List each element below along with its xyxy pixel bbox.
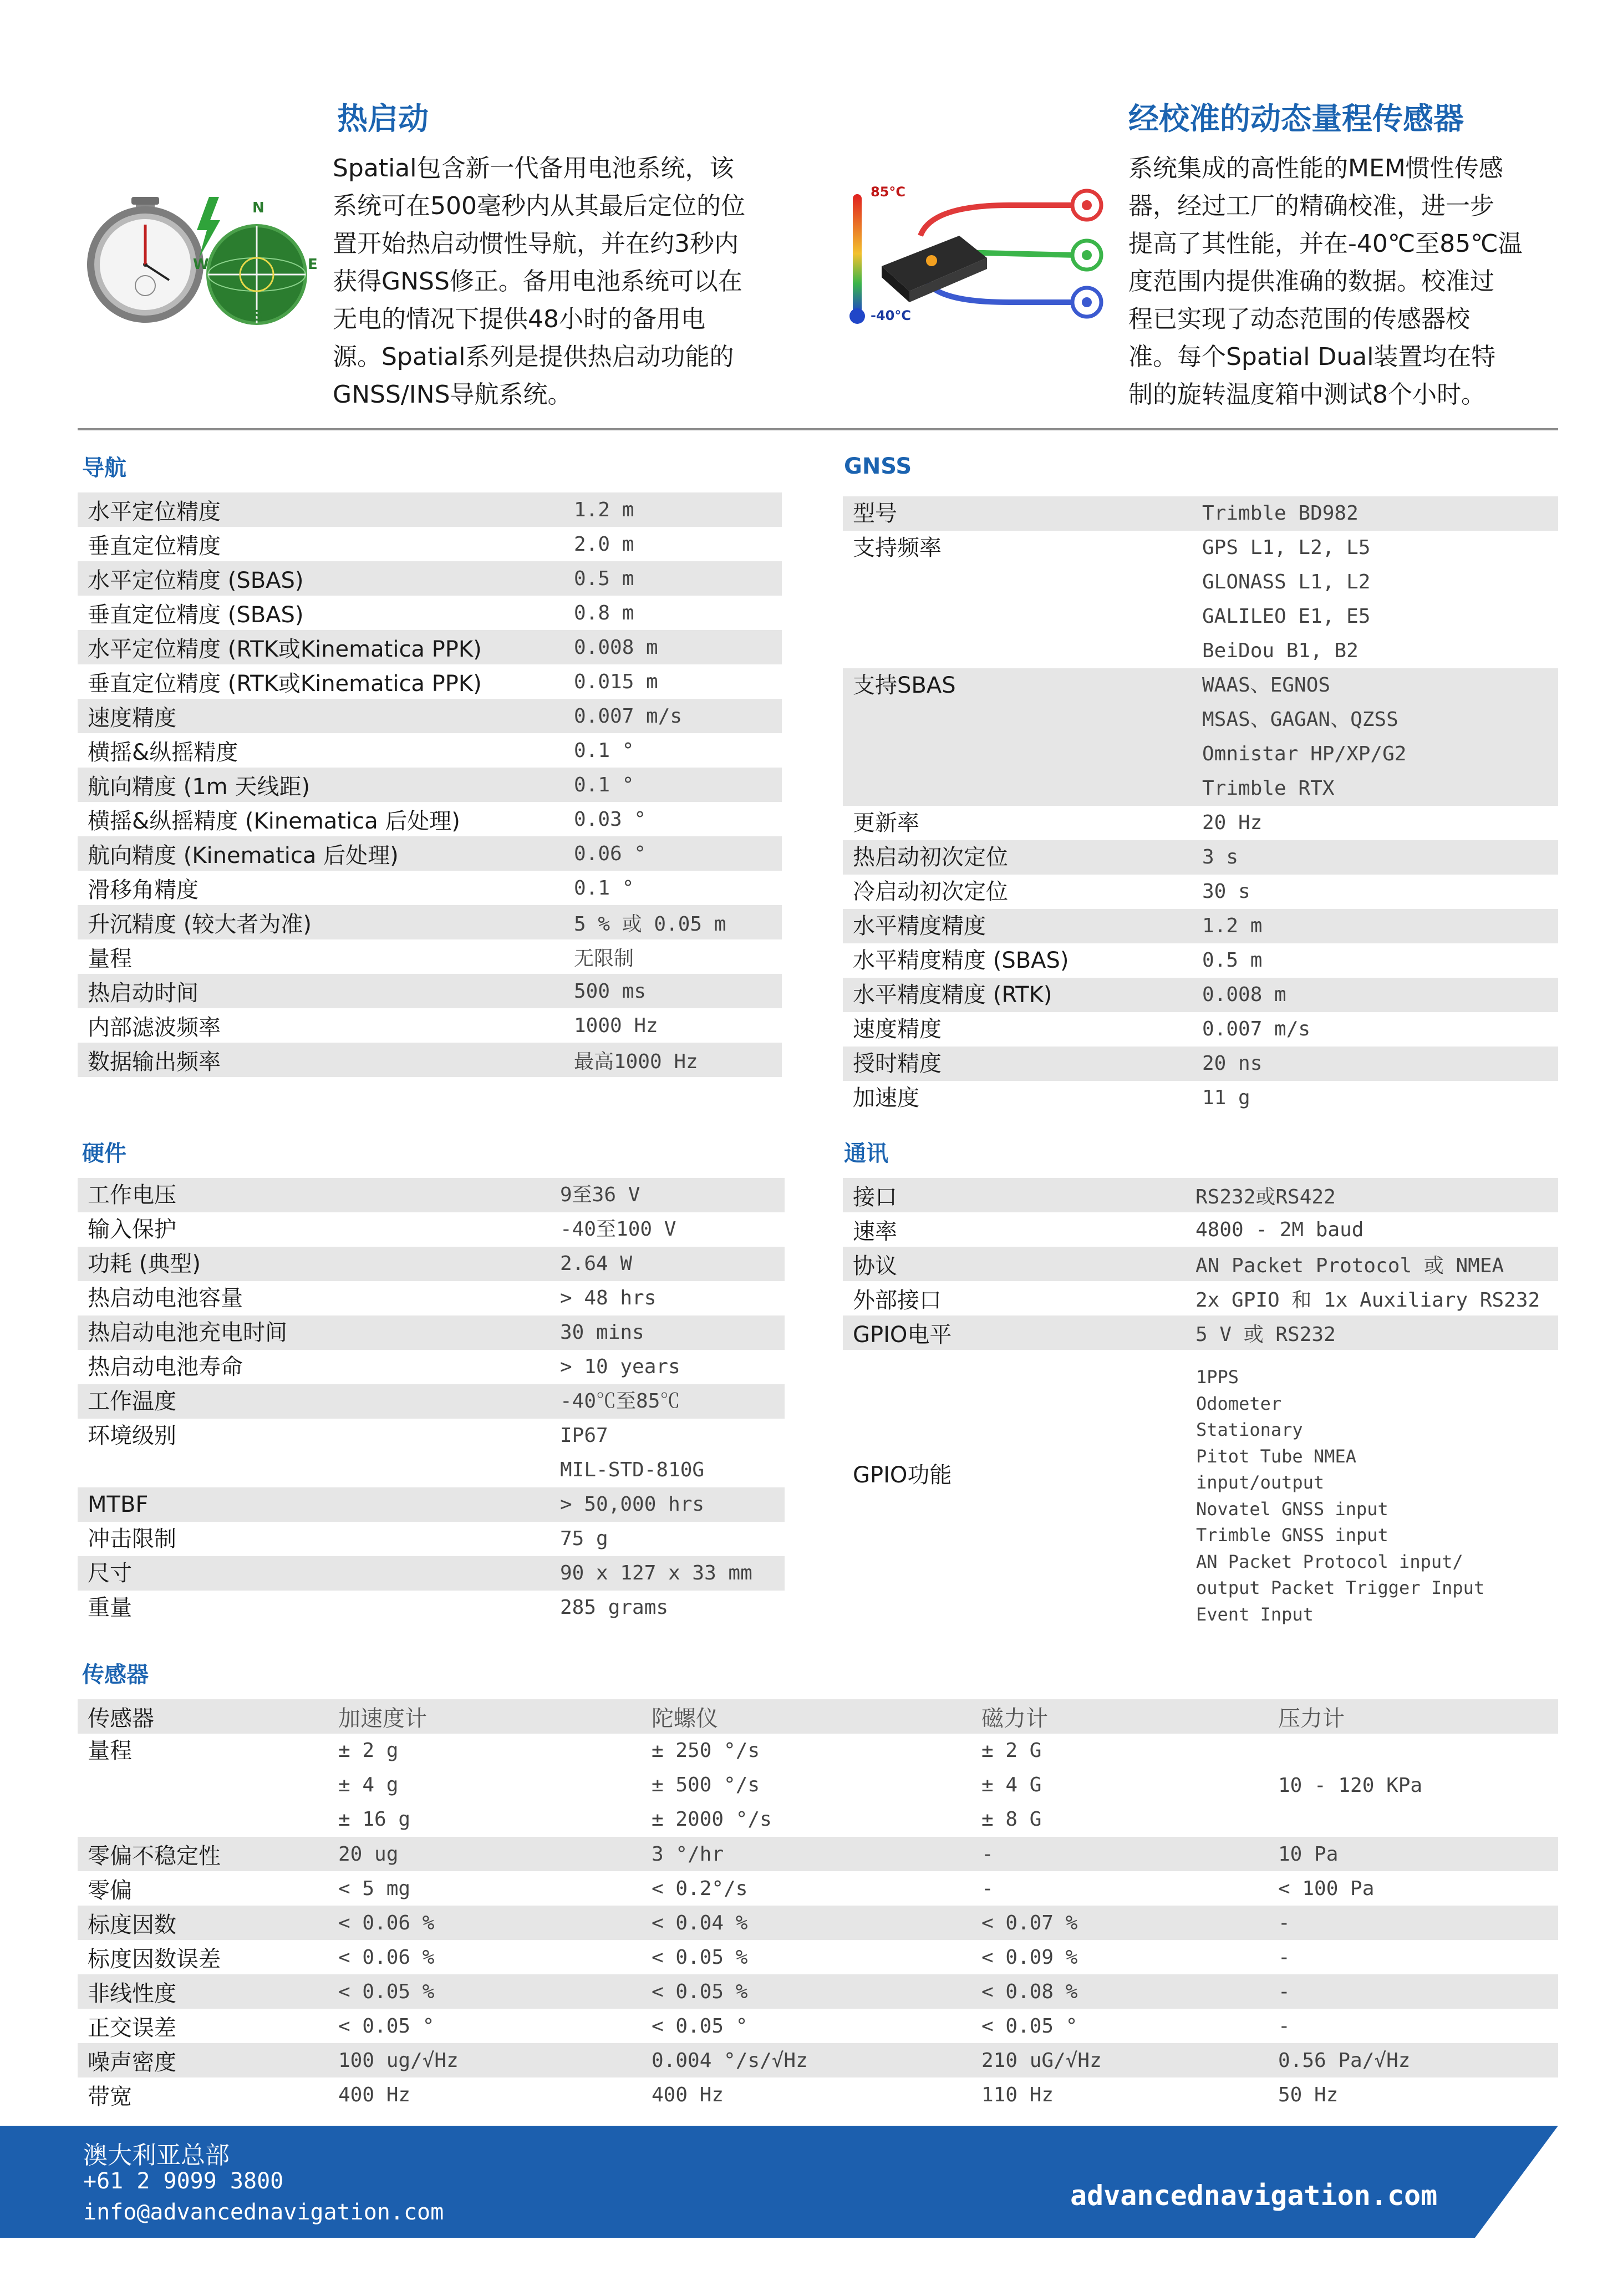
spec-value [560,1556,785,1591]
table-row [78,1556,785,1591]
comms-table [843,1178,1558,1350]
column-header: 陀螺仪 [652,1699,981,1734]
spec-label: 升沉精度 (较大者为准) [78,905,574,939]
hot-start-line: 系统可在500毫秒内从其最后定位的位 [333,192,745,220]
calibrated-line: 器，经过工厂的精确校准，进一步 [1128,192,1494,220]
navigation-title: 导航 [82,455,126,481]
table-row [78,871,782,905]
spec-label: 零偏 [88,1877,132,1903]
spec-value: - [1278,2014,1290,2038]
spec-value-line: > 50,000 hrs [560,1493,705,1516]
spec-label: 工作电压 [78,1178,560,1212]
spec-value-line: MSAS、GAGAN、QZSS [1202,708,1398,731]
footer-website-link[interactable]: advancednavigation.com [1070,2180,1438,2212]
spec-value [1202,875,1558,909]
spec-value [560,1212,785,1247]
spec-label: 量程 [88,946,132,972]
calibrated-line: 制的旋转温度箱中测试8个小时。 [1128,380,1485,409]
spec-value: 0.1 ° [574,739,634,762]
spec-value: < 0.05 % [652,1945,748,1969]
spec-value-line: ± 2000 °/s [652,1808,772,1831]
spec-value: - [1278,1906,1558,1940]
column-header: 磁力计 [981,1699,1278,1734]
spec-label: 数据输出频率 [78,1043,574,1077]
spec-value-line: 30 mins [560,1321,644,1344]
table-row [843,1315,1558,1350]
table-row [78,561,782,596]
gpio-function-item: Event Input [1196,1603,1314,1625]
spec-label: 内部滤波频率 [88,1014,221,1040]
spec-label: 非线性度 [78,1974,338,2009]
gpio-function-label: GPIO功能 [853,1462,952,1488]
spec-label: 速率 [853,1218,897,1244]
calibrated-line: 系统集成的高性能的MEM惯性传感 [1128,154,1503,182]
spec-value-line: > 48 hrs [560,1287,657,1309]
spec-value-line: 75 g [560,1527,608,1550]
hot-start-line: 源。Spatial系列是提供热启动功能的 [333,343,734,371]
spec-value: RS232或RS422 [1195,1178,1558,1212]
sensors-title: 传感器 [82,1662,149,1688]
spec-value: - [981,1877,994,1900]
spec-value: 1000 Hz [574,1014,658,1037]
spec-label: 水平定位精度 (RTK或Kinematica PPK) [78,630,574,664]
spec-label: 输入保护 [88,1217,176,1242]
table-row [78,2009,1558,2043]
spec-label: 重量 [88,1595,132,1621]
gpio-function-item: input/output [1196,1472,1325,1493]
comms-title: 通讯 [844,1141,888,1166]
spec-value-line: 30 s [1202,880,1250,903]
spec-value-line: -40℃至85℃ [560,1390,680,1413]
spec-value-line: 20 Hz [1202,811,1263,834]
gnss-title: GNSS [844,454,912,479]
compass-e: E [308,256,318,273]
spec-label: 冲击限制 [88,1526,176,1552]
compass-s: S [252,308,263,324]
spec-value: < 0.05 ° [338,2014,435,2038]
spec-value: 3 °/hr [652,1837,981,1871]
spec-value-line: MIL-STD-810G [560,1459,705,1481]
spec-label: 噪声密度 [78,2043,338,2077]
compass-w: W [193,256,209,273]
table-row [78,664,782,699]
table-row [78,1008,782,1043]
spec-value: 210 uG/√Hz [981,2043,1278,2077]
spec-value-line: GLONASS L1, L2 [1202,571,1371,593]
spec-value [560,1384,785,1419]
table-row [843,496,1558,531]
table-row [78,905,782,939]
spec-label: 尺寸 [78,1556,560,1591]
spec-value: 110 Hz [981,2083,1054,2106]
spec-value [1202,840,1558,875]
spec-value: < 0.05 % [652,1974,981,2009]
spec-value-line: 0.007 m/s [1202,1018,1311,1040]
spec-value [560,1419,785,1487]
table-row [78,596,782,630]
table-header-row [78,1699,1558,1734]
spec-value: 0.5 m [574,561,782,596]
column-header: 压力计 [1278,1699,1558,1734]
spec-label: 横摇&纵摇精度 (Kinematica 后处理) [88,808,460,834]
spec-value: AN Packet Protocol 或 NMEA [1195,1247,1558,1281]
table-row [843,875,1558,909]
spec-value [1202,1047,1558,1081]
table-row [78,1247,785,1281]
spec-value: 5 % 或 0.05 m [574,905,782,939]
table-row [78,1940,1558,1974]
table-row [78,527,782,561]
stopwatch-icon [87,197,203,323]
spec-value-line: 90 x 127 x 33 mm [560,1562,752,1584]
spec-value: < 5 mg [338,1877,411,1900]
spec-label: 速度精度 [78,699,574,733]
spec-value [1202,531,1558,668]
spec-label: 热启动初次定位 [843,840,1202,875]
table-row [843,531,1558,668]
table-row [843,1212,1558,1247]
spec-value-line: 3 s [1202,846,1239,868]
spec-label: GPIO电平 [843,1315,1195,1350]
spec-label: 航向精度 (Kinematica 后处理) [78,836,574,871]
spec-label: 工作温度 [78,1384,560,1419]
table-row [843,1047,1558,1081]
table-row [843,1178,1558,1212]
spec-value-line: -40至100 V [560,1218,676,1241]
target-green-icon [1072,241,1101,270]
hot-start-line: 无电的情况下提供48小时的备用电 [333,305,705,333]
footer-phone: +61 2 9099 3800 [83,2168,284,2194]
spec-value: < 0.07 % [981,1906,1278,1940]
spec-value [1202,496,1558,531]
spec-value [1202,978,1558,1012]
spec-value: 无限制 [574,947,634,970]
navigation-table [78,492,782,1077]
hot-start-title: 热启动 [337,101,429,136]
column-header: 加速度计 [338,1699,652,1734]
gpio-function-item: Novatel GNSS input [1196,1498,1388,1520]
spec-value [560,1591,785,1625]
table-row [78,1281,785,1315]
table-row [843,943,1558,978]
table-row [78,836,782,871]
spec-value: 0.8 m [574,601,634,624]
spec-label: 授时精度 [843,1047,1202,1081]
spec-label: 带宽 [88,2084,132,2110]
compass-n: N [252,200,264,216]
footer-hq: 澳大利亚总部 [83,2141,230,2170]
spec-label: 零偏不稳定性 [78,1837,338,1871]
gpio-function-item: 1PPS [1196,1367,1239,1388]
spec-value-line: 0.008 m [1202,983,1286,1006]
spec-value-line: GPS L1, L2, L5 [1202,536,1371,559]
table-row [78,733,782,768]
spec-value: 2.0 m [574,532,634,556]
spec-label: 支持SBAS [843,668,1202,806]
spec-label: 热启动电池充电时间 [78,1315,560,1350]
spec-value [1202,1081,1558,1115]
gpio-function-item: Trimble GNSS input [1196,1525,1388,1546]
table-row [78,1419,785,1487]
gpio-function-item: AN Packet Protocol input/ [1196,1551,1463,1572]
spec-value: 2x GPIO 和 1x Auxiliary RS232 [1195,1288,1540,1312]
spec-value [1202,1012,1558,1047]
spec-value-line: ± 2 G [981,1739,1042,1762]
spec-value-line: 11 g [1202,1086,1250,1109]
table-row [78,1384,785,1419]
table-row [78,939,782,974]
spec-label: 水平精度精度 (RTK) [843,978,1202,1012]
spec-value: < 0.04 % [652,1906,981,1940]
spec-value-line: Omnistar HP/XP/G2 [1202,743,1407,765]
table-row [78,1315,785,1350]
table-row [843,840,1558,875]
spec-value: < 0.06 % [338,1906,652,1940]
spec-value: 20 ug [338,1837,652,1871]
spec-value: 0.004 °/s/√Hz [652,2043,981,2077]
table-row [78,1487,785,1522]
spec-value-line: WAAS、EGNOS [1202,674,1331,697]
spec-value [560,1281,785,1315]
spec-value: 10 Pa [1278,1837,1558,1871]
spec-value-line: ± 16 g [338,1808,411,1831]
spec-value [1202,943,1558,978]
spec-value-line: Trimble RTX [1202,777,1335,800]
spec-label: 水平定位精度 [78,492,574,527]
spec-label: 正交误差 [88,2015,176,2041]
table-row [78,1522,785,1556]
spec-value [1202,668,1558,806]
spec-value: 400 Hz [338,2083,411,2106]
table-row [843,978,1558,1012]
calibrated-title: 经校准的动态量程传感器 [1128,101,1464,136]
spec-label: 功耗 (典型) [78,1247,560,1281]
table-row [78,630,782,664]
table-row [843,909,1558,943]
gpio-function-list [1196,1364,1484,1628]
table-row [78,1350,785,1384]
spec-value: 0.03 ° [574,807,647,831]
spec-value-line: > 10 years [560,1355,680,1378]
spec-label: 滑移角精度 [88,877,199,903]
hot-start-line: GNSS/INS导航系统。 [333,380,572,409]
spec-value: < 0.06 % [338,1945,435,1969]
spec-value-line: ± 2 g [338,1739,399,1762]
spec-label: 热启动电池寿命 [88,1354,243,1380]
spec-value: - [1278,1945,1290,1969]
sensors-table [78,1699,1558,2112]
gpio-function-item: Stationary [1196,1419,1303,1440]
spec-label: 更新率 [853,810,919,836]
spec-value [652,1734,981,1837]
spec-value: 10 - 120 KPa [1278,1774,1423,1797]
spec-value-line: 20 ns [1202,1052,1263,1075]
thermometer-icon [849,194,865,324]
spec-value [560,1487,785,1522]
spec-value-line: 9至36 V [560,1183,640,1206]
spec-label: 环境级别 [88,1423,176,1449]
spec-value-line: 0.5 m [1202,949,1263,972]
hot-start-text [333,150,793,414]
table-row [843,1012,1558,1047]
spec-label: 外部接口 [853,1287,942,1313]
spec-value: - [981,1837,1278,1871]
spec-label: 量程 [88,1738,132,1764]
spec-value: < 0.05 % [338,1974,652,2009]
spec-value: 0.1 ° [574,768,782,802]
table-row [843,1281,1558,1315]
target-red-icon [1072,191,1101,220]
spec-label: 协议 [843,1247,1195,1281]
table-row [78,1974,1558,2009]
spec-label: 航向精度 (1m 天线距) [78,768,574,802]
table-row [843,806,1558,840]
spec-value [560,1315,785,1350]
spec-label: 热启动电池容量 [88,1286,243,1311]
spec-label: 标度因数 [78,1906,338,1940]
hot-start-line: 获得GNSS修正。备用电池系统可以在 [333,267,742,296]
spec-value: < 0.05 ° [652,2014,748,2038]
table-row [78,2077,1558,2112]
spec-value: 0.56 Pa/√Hz [1278,2043,1558,2077]
spec-value: 0.1 ° [574,876,634,900]
spec-value: < 0.09 % [981,1945,1078,1969]
table-row [78,492,782,527]
table-row [843,1247,1558,1281]
spec-value: 0.007 m/s [574,699,782,733]
spec-label: 横摇&纵摇精度 [88,739,238,765]
spec-value: < 0.08 % [981,1974,1278,2009]
spec-value [338,1734,652,1837]
spec-value-line: ± 8 G [981,1808,1042,1831]
table-row [78,1043,782,1077]
table-row [843,668,1558,806]
spec-value: 4800 - 2M baud [1195,1218,1364,1241]
spec-value: 0.008 m [574,630,782,664]
table-row [78,1591,785,1625]
spec-label: 水平精度精度 [843,909,1202,943]
spec-value: 100 ug/√Hz [338,2043,652,2077]
spec-value-line: ± 250 °/s [652,1739,760,1762]
spec-value: 0.06 ° [574,836,782,871]
spec-value: 1.2 m [574,492,782,527]
table-row [78,1212,785,1247]
spec-value [560,1178,785,1212]
spec-value-line: IP67 [560,1424,608,1447]
spec-label: 冷启动初次定位 [853,879,1008,905]
column-header: 传感器 [78,1699,338,1734]
spec-label: 速度精度 [853,1017,942,1042]
spec-value-line: 2.64 W [560,1252,633,1275]
gpio-function-item: Pitot Tube NMEA [1196,1445,1356,1467]
temp-low-label: -40°C [871,308,911,323]
calibrated-text [1128,150,1589,414]
spec-value: 最高1000 Hz [574,1043,782,1077]
gnss-table [843,496,1558,1115]
spec-value-line: 1.2 m [1202,915,1263,937]
hardware-title: 硬件 [82,1141,126,1166]
spec-value: - [1278,1974,1558,2009]
spec-label: 垂直定位精度 (SBAS) [88,602,304,628]
calibrated-line: 准。每个Spatial Dual装置均在特 [1128,343,1496,371]
hot-start-line: Spatial包含新一代备用电池系统，该 [333,154,734,182]
spec-value [560,1522,785,1556]
spec-value-line: Trimble BD982 [1202,502,1359,525]
table-row [78,1178,785,1212]
spec-value [981,1734,1278,1837]
target-blue-icon [1072,288,1101,317]
calibrated-line: 提高了其性能，并在-40℃至85℃温 [1128,230,1523,258]
temp-high-label: 85°C [871,184,906,200]
hardware-table [78,1178,785,1625]
spec-label: 支持频率 [853,535,942,561]
spec-value [1202,909,1558,943]
spec-value: 50 Hz [1278,2083,1339,2106]
footer-email[interactable]: info@advancednavigation.com [83,2200,444,2225]
spec-value: 5 V 或 RS232 [1195,1315,1558,1350]
spec-value-line: ± 4 G [981,1774,1042,1796]
spec-value: < 100 Pa [1278,1877,1375,1900]
gpio-function-item: output Packet Trigger Input [1196,1577,1485,1598]
calibrated-line: 程已实现了动态范围的传感器校 [1128,305,1470,333]
spec-label: 型号 [843,496,1202,531]
spec-value: < 0.05 ° [981,2014,1078,2038]
spec-value-line: 285 grams [560,1596,669,1619]
table-row [78,699,782,733]
spec-value-line: GALILEO E1, E5 [1202,605,1371,628]
table-row [78,768,782,802]
spec-value: 400 Hz [652,2083,724,2106]
table-row [78,1734,1558,1837]
table-row [78,974,782,1008]
spec-value-line: ± 500 °/s [652,1774,760,1796]
table-row [843,1081,1558,1115]
spec-value [560,1247,785,1281]
top-divider [78,428,1558,430]
table-row [78,2043,1558,2077]
spec-value: 500 ms [574,974,782,1008]
spec-label: 垂直定位精度 (RTK或Kinematica PPK) [88,670,482,697]
spec-value-line: BeiDou B1, B2 [1202,639,1359,662]
spec-value: 0.015 m [574,670,658,693]
spec-label: 垂直定位精度 [88,533,221,559]
table-row [78,1837,1558,1871]
spec-value [1202,806,1558,840]
gpio-function-item: Odometer [1196,1393,1282,1414]
spec-label: 水平精度精度 (SBAS) [853,948,1069,973]
spec-label: 热启动时间 [78,974,574,1008]
spec-label: 标度因数误差 [88,1946,221,1972]
calibrated-line: 度范围内提供准确的数据。校准过 [1128,267,1494,296]
spec-label: 接口 [843,1178,1195,1212]
spec-label: 加速度 [853,1085,919,1111]
spec-value [560,1350,785,1384]
table-row [78,1871,1558,1906]
hot-start-line: 置开始热启动惯性导航，并在约3秒内 [333,230,739,258]
table-row [78,802,782,836]
spec-label: 水平定位精度 (SBAS) [78,561,574,596]
spec-value-line: ± 4 g [338,1774,399,1796]
table-row [78,1906,1558,1940]
spec-value: < 0.2°/s [652,1877,748,1900]
spec-label: MTBF [78,1487,560,1522]
